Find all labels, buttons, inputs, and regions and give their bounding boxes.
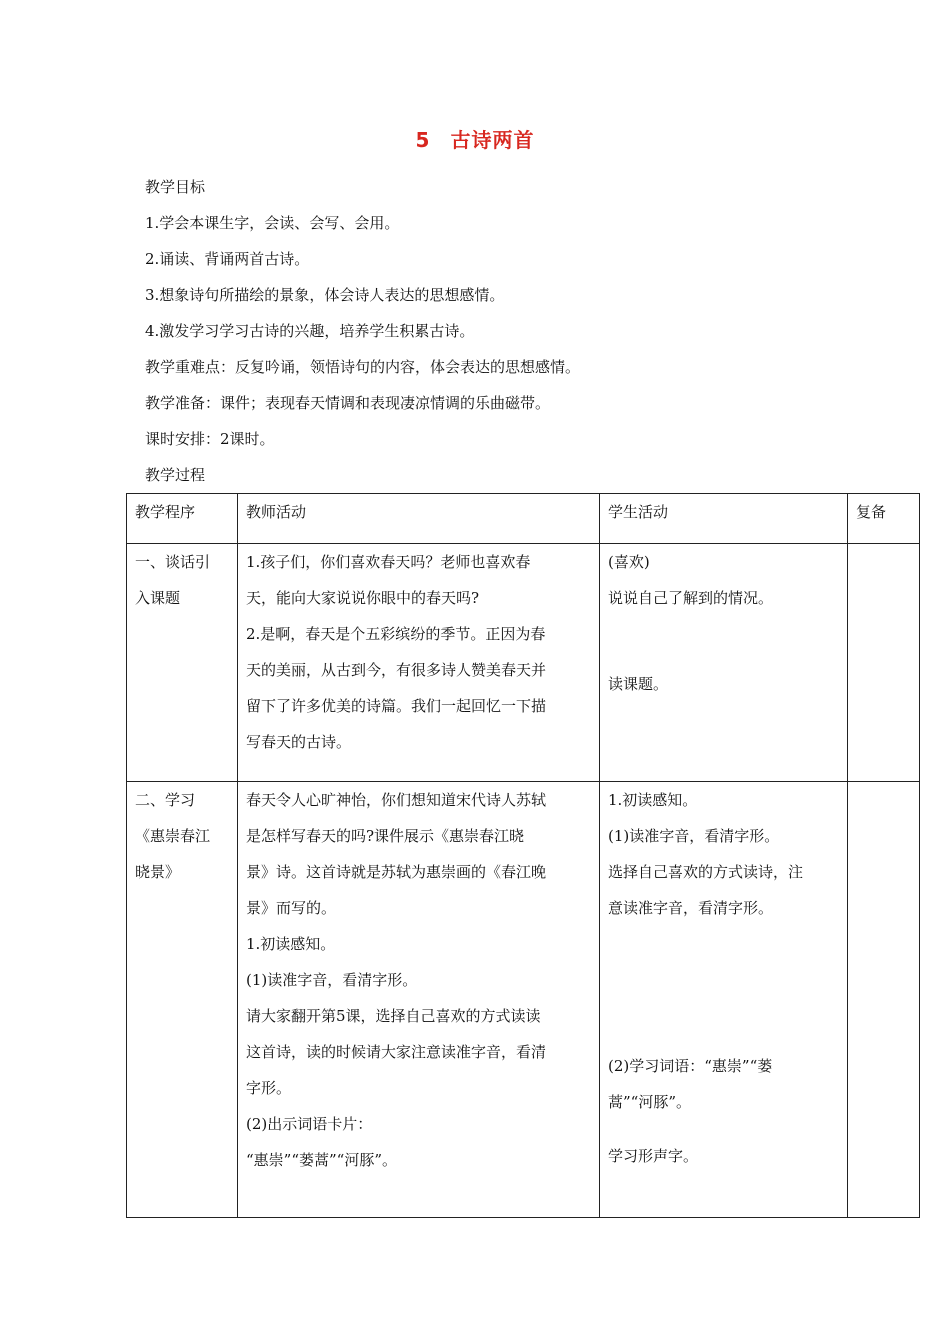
row2-procedure	[127, 782, 238, 1218]
cell-line: 《惠崇春江	[135, 827, 211, 845]
section-goals-heading: 教学目标	[145, 178, 206, 196]
cell-line: 字形。	[246, 1079, 292, 1097]
cell-line: 1.初读感知。	[246, 935, 336, 953]
cell-line: (2)出示词语卡片：	[246, 1115, 373, 1133]
row1-procedure	[127, 544, 238, 782]
cell-line: 留下了许多优美的诗篇。我们一起回忆一下描	[246, 697, 547, 715]
header-review: 复备	[848, 494, 920, 544]
cell-line: 景》而写的。	[246, 899, 337, 917]
table-row	[127, 782, 920, 1218]
row2-review	[848, 782, 920, 1218]
cell-line: 景》诗。这首诗就是苏轼为惠崇画的《春江晚	[246, 863, 547, 881]
goal-1: 1.学会本课生字，会读、会写、会用。	[145, 214, 400, 232]
cell-line: 春天令人心旷神怡，你们想知道宋代诗人苏轼	[246, 791, 547, 809]
lesson-title: 古诗两首	[450, 128, 535, 152]
row1-student	[600, 544, 848, 782]
row2-teacher	[238, 782, 600, 1218]
table-header-row	[127, 494, 920, 544]
cell-line: 写春天的古诗。	[246, 733, 352, 751]
cell-line: 蒿”“河豚”。	[608, 1093, 692, 1111]
cell-line: (1)读准字音，看清字形。	[246, 971, 418, 989]
cell-line: 1.初读感知。	[608, 791, 698, 809]
goal-4: 4.激发学习学习古诗的兴趣，培养学生积累古诗。	[145, 322, 475, 340]
table-row	[127, 544, 920, 782]
cell-line: 入课题	[135, 589, 181, 607]
cell-line: 学习形声字。	[608, 1147, 699, 1165]
cell-line: 是怎样写春天的吗?课件展示《惠崇春江晓	[246, 827, 525, 845]
schedule: 课时安排：2课时。	[145, 430, 275, 448]
cell-line: (1)读准字音，看清字形。	[608, 827, 780, 845]
cell-line: (2)学习词语：“惠崇”“蒌	[608, 1057, 773, 1075]
cell-line: 选择自己喜欢的方式读诗，注	[608, 863, 804, 881]
cell-line: 2.是啊，春天是个五彩缤纷的季节。正因为春	[246, 625, 546, 643]
header-student: 学生活动	[600, 494, 848, 544]
cell-line: 一、谈话引	[135, 553, 211, 571]
cell-line: 天，能向大家说说你眼中的春天吗?	[246, 589, 480, 607]
row1-review	[848, 544, 920, 782]
preparation: 教学准备：课件；表现春天情调和表现凄凉情调的乐曲磁带。	[145, 394, 551, 412]
cell-line: 说说自己了解到的情况。	[608, 589, 774, 607]
cell-line: 天的美丽，从古到今，有很多诗人赞美春天并	[246, 661, 547, 679]
page-title	[0, 124, 950, 153]
row2-student	[600, 782, 848, 1218]
process-heading: 教学过程	[145, 466, 206, 484]
lesson-number: 5	[415, 128, 431, 152]
cell-line: 二、学习	[135, 791, 196, 809]
goal-2: 2.诵读、背诵两首古诗。	[145, 250, 310, 268]
cell-line: “惠崇”“蒌蒿”“河豚”。	[246, 1151, 398, 1169]
cell-line: (喜欢)	[608, 553, 650, 571]
lesson-table	[126, 493, 920, 1218]
header-teacher: 教师活动	[238, 494, 600, 544]
cell-line: 这首诗，读的时候请大家注意读准字音，看清	[246, 1043, 547, 1061]
cell-line: 请大家翻开第5课，选择自己喜欢的方式读读	[246, 1007, 541, 1025]
key-points: 教学重难点：反复吟诵，领悟诗句的内容，体会表达的思想感情。	[145, 358, 581, 376]
cell-line: 晓景》	[135, 863, 181, 881]
cell-line: 1.孩子们，你们喜欢春天吗？老师也喜欢春	[246, 553, 531, 571]
goal-3: 3.想象诗句所描绘的景象，体会诗人表达的思想感情。	[145, 286, 505, 304]
row1-teacher	[238, 544, 600, 782]
header-procedure: 教学程序	[127, 494, 238, 544]
cell-line: 读课题。	[608, 675, 669, 693]
cell-line: 意读准字音，看清字形。	[608, 899, 774, 917]
